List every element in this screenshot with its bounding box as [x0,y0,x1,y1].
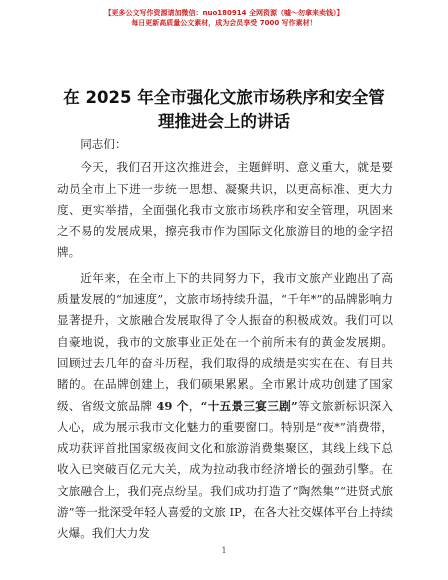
promo-banner-line2: 每日更新高质量公文素材，成为会员享受 7000 写作素材！ [131,19,317,27]
promo-banner [0,8,448,28]
salutation: 同志们： [80,137,127,151]
paragraph-1: 今天，我们召开这次推进会，主题鲜明、意义重大，就是要动员全市上下进一步统一思想、凝聚共识，以更高标准、更大力度、更实举措，全面强化我市文旅市场秩序和安全管理，巩固来之不易的发展成果，擦亮我市作为国际文化旅游目的地的金字招牌。 [57,160,393,260]
document-body [57,134,393,545]
page-number: 1 [221,546,227,555]
paragraph-2 [57,268,393,545]
paragraph-2-text-b: ， [188,398,201,413]
document-title: 在 2025 年全市强化文旅市场秩序和安全管理推进会上的讲话 [63,88,385,131]
paragraph-2-text-a: 近年来，在全市上下的共同努力下，我市文旅产业跑出了高质量发展的“加速度”，文旅市场持续升温，“千年*”的品牌影响力显著提升，文旅融合发展取得了令人振奋的积极成效。我们可以自豪地说，我市的文旅事业正处在一个前所未有的黄金发展期。回顾过去几年的奋斗历程，我们取得的成绩是实实在在、有目共睹的。在品牌创建上，我们硕果累累。全市累计成功创建了国家级、省级文旅品牌 [57,270,393,413]
promo-banner-line1: 【更多公文写作资源请加微信：nuo180914 全网资源（嘘～勿拿来卖钱）】 [104,9,344,17]
paragraph-2-bold-brand: “十五景三宴三剧” [200,398,298,413]
paragraph-2-bold-count: 49 个 [156,398,189,413]
paragraph-2-text-c: 等文旅新标识深入人心，成为展示我市文化魅力的重要窗口。特别是“夜*”消费带，成功获评首批国家级夜间文化和旅游消费集聚区，其线上线下总收入已突破百亿元大关，成为拉动我市经济增长的强劲引擎。在文旅融合上，我们亮点纷呈。我们成功打造了“陶然集”“进贤式旅游”等一批深受年轻人喜爱的文旅 IP，在各大社交媒体平台上持续火爆。我们大力发 [57,398,393,541]
